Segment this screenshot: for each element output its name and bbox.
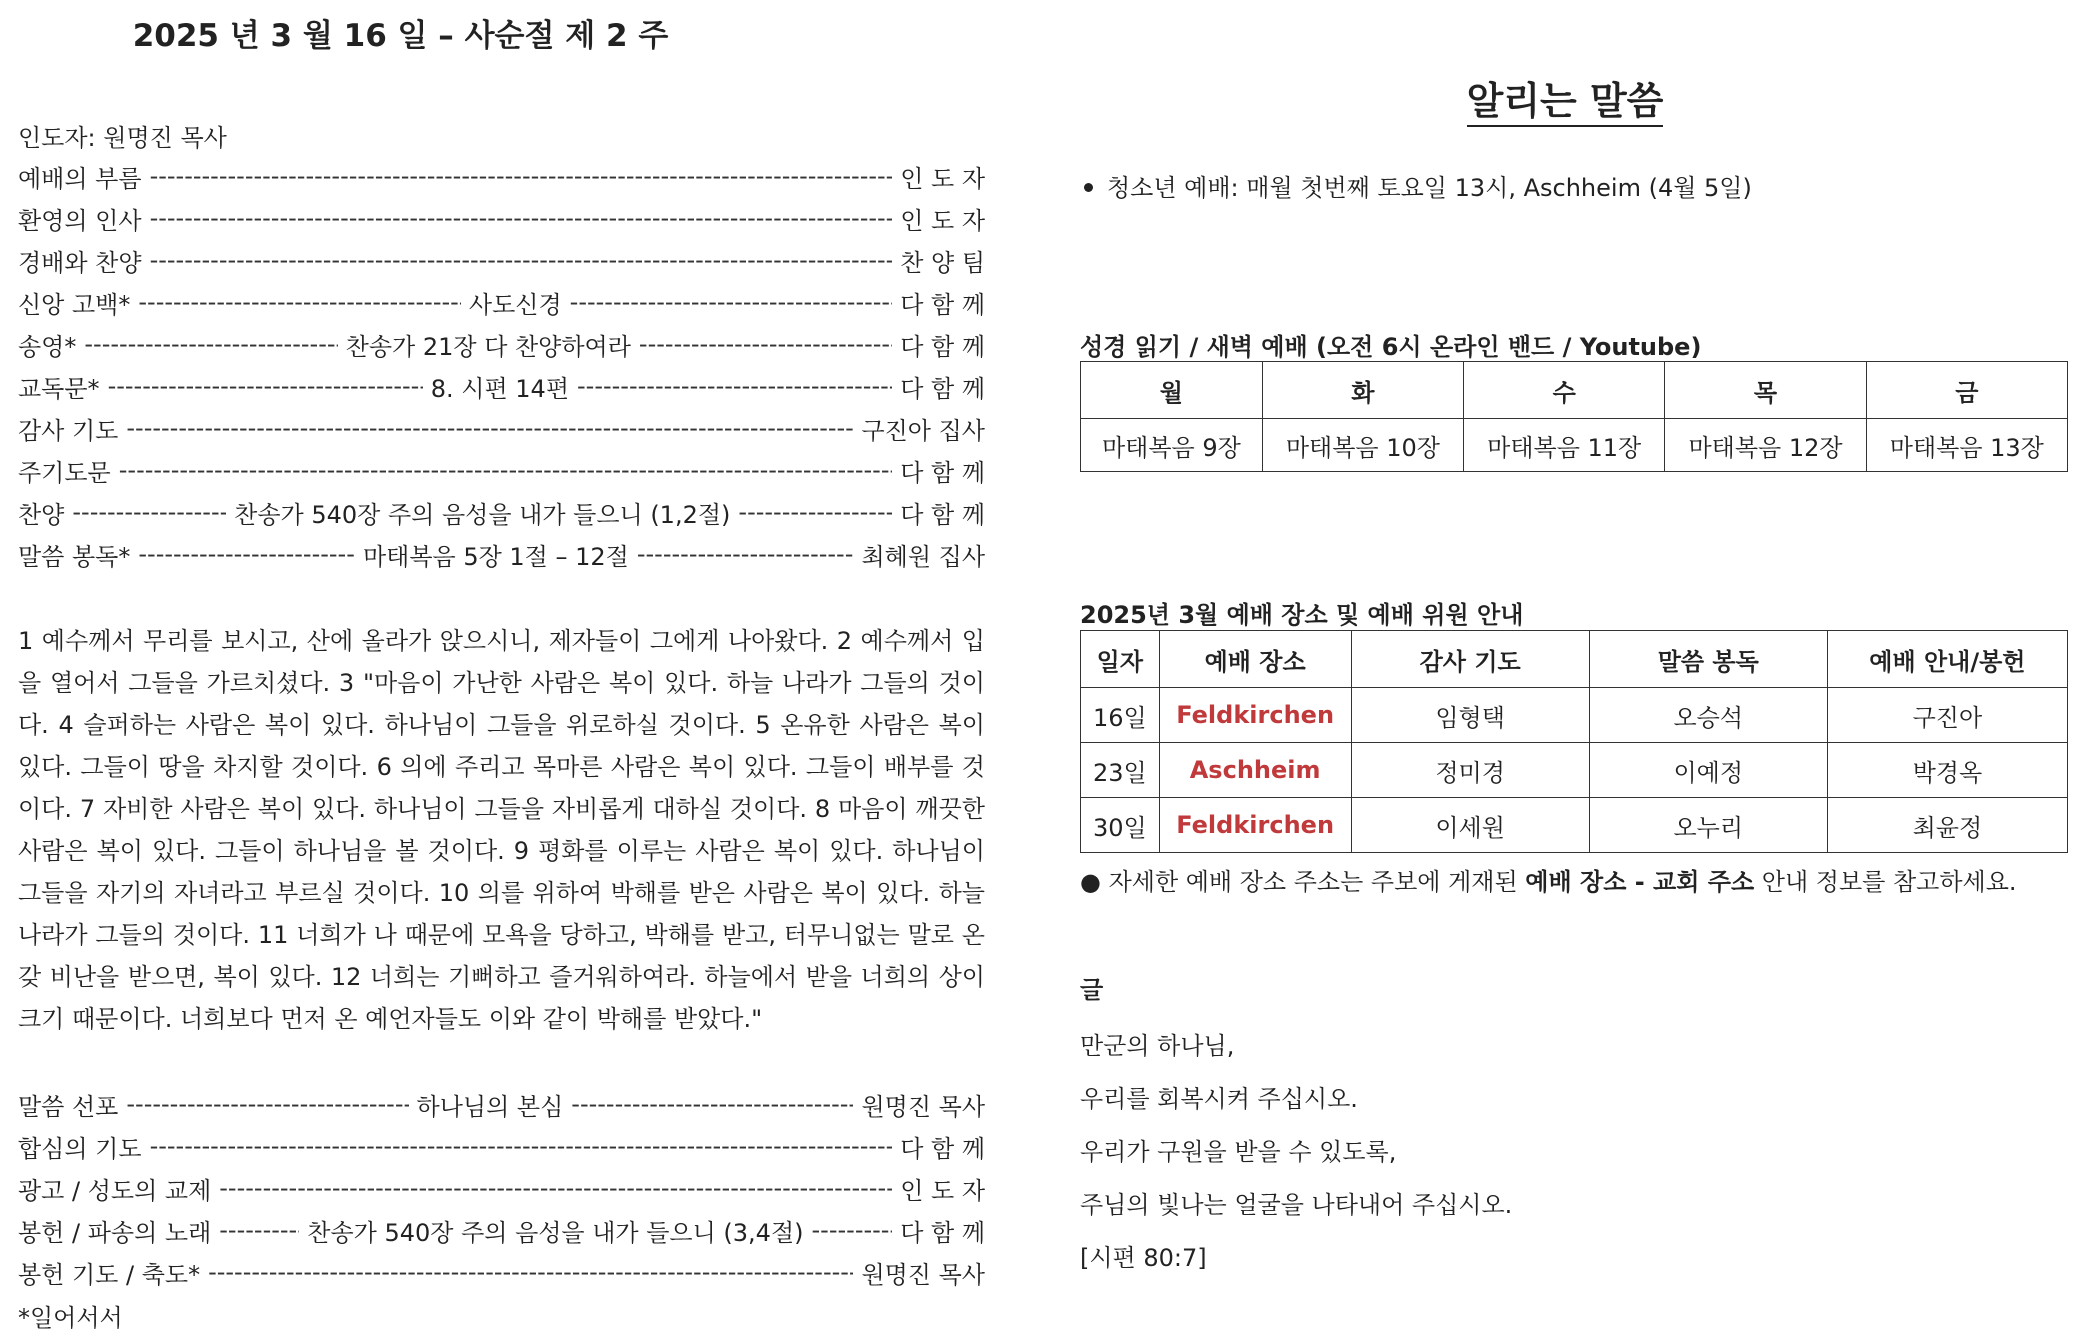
order-item [18,239,985,281]
dash-leader [812,1216,893,1244]
poem [1080,1020,1512,1285]
reading-day-header: 화 [1262,362,1463,419]
order-item-detail: 8. 시편 14편 [430,374,569,403]
order-item [18,155,985,197]
dash-leader [219,1174,892,1202]
reading-day-header: 금 [1866,362,2067,419]
order-item-leader: 다 함 께 [900,332,986,361]
poem-title: 글 [1080,976,1104,1004]
schedule-table [1080,630,2068,853]
order-item-name: 경배와 찬양 [18,248,142,277]
dash-leader [108,372,423,400]
schedule-cell: 이예정 [1589,743,1827,798]
order-item-leader: 구진아 집사 [861,416,985,445]
dash-leader [126,414,853,442]
dash-leader [138,540,355,568]
schedule-cell: 구진아 [1827,688,2067,743]
dash-leader [126,1090,408,1118]
youth-service-note: 청소년 예배: 매월 첫번째 토요일 13시, Aschheim (4월 5일) [1080,168,1752,203]
schedule-place: Aschheim [1159,743,1351,798]
dash-leader [72,498,226,526]
schedule-cell: 오누리 [1589,798,1827,853]
order-item-detail: 찬송가 540장 주의 음성을 내가 들으니 (1,2절) [234,500,731,529]
order-item [18,1167,985,1209]
order-item-name: 말씀 봉독* [18,542,131,571]
reading-cell: 마태복음 12장 [1665,419,1866,472]
order-of-worship-2 [18,1083,985,1293]
order-item-leader: 인 도 자 [900,1176,985,1205]
dash-leader [208,1258,853,1286]
schedule-cell: 정미경 [1351,743,1589,798]
dash-leader [150,204,893,232]
bullet-icon [1084,183,1093,192]
dash-leader [571,1090,853,1118]
dash-leader [577,372,892,400]
schedule-place: Feldkirchen [1159,688,1351,743]
order-item [18,197,985,239]
poem-line: 주님의 빛나는 얼굴을 나타내어 주십시오. [1080,1191,1513,1219]
order-item-leader: 인 도 자 [900,206,985,235]
order-item-name: 주기도문 [18,458,111,487]
standing-note: *일어서서 [18,1304,123,1332]
order-item-name: 봉헌 / 파송의 노래 [18,1218,212,1247]
scripture-text: 1 예수께서 무리를 보시고, 산에 올라가 앉으시니, 제자들이 그에게 나아왔다. 2 예수께서 입을 열어서 그들을 가르치셨다. 3 "마음이 가난한 사람은 복이 있다. 하늘 나라가 그들의 것이다. 4 슬퍼하는 사람은 복이 있다. 하나님이 그들을 위로하실 것이다. 5 온유한 사람은 복이 있다. 그들이 땅을 차지할 것이다. 6 의에 주리고 목마른 사람은 복이 있다. 그들이 배부를 것이다. 7 자비한 사람은 복이 있다. 하나님이 그들을 자비롭게 대하실 것이다. 8 마음이 깨끗한 사람은 복이 있다. 그들이 하나님을 볼 것이다. 9 평화를 이루는 사람은 복이 있다. 하나님이 그들을 자기의 자녀라고 부르실 것이다. 10 의를 위하여 박해를 받은 사람은 복이 있다. 하늘 나라가 그들의 것이다. 11 너희가 나 때문에 모욕을 당하고, 박해를 받고, 터무니없는 말로 온갖 비난을 받으면, 복이 있다. 12 너희는 기뻐하고 즐거워하여라. 하늘에서 받을 너희의 상이 크기 때문이다. 너희보다 먼저 온 예언자들도 이와 같이 박해를 받았다." [18,627,985,1033]
order-item [18,1251,985,1293]
dash-leader [570,288,893,316]
order-of-worship [18,155,985,575]
order-item-leader: 다 함 께 [900,500,985,529]
dash-leader [150,246,893,274]
dash-leader [738,498,892,526]
dash-leader [138,288,461,316]
reading-cell: 마태복음 9장 [1081,419,1263,472]
order-item [18,533,985,575]
dash-leader [639,330,892,358]
order-item-leader: 다 함 께 [900,1218,985,1247]
schedule-cell: 최윤정 [1827,798,2067,853]
order-item [18,1209,985,1251]
order-item-name: 찬양 [18,500,65,529]
order-item-leader: 인 도 자 [900,164,985,193]
dash-leader [219,1216,299,1244]
page-title: 2025 년 3 월 16 일 – 사순절 제 2 주 [132,18,669,54]
order-item [18,491,985,533]
schedule-cell: 이세원 [1351,798,1589,853]
reading-cell: 마태복음 10장 [1262,419,1463,472]
order-item-leader: 원명진 목사 [861,1260,985,1289]
order-item-name: 예배의 부름 [18,164,142,193]
address-note: ● 자세한 예배 장소 주소는 주보에 게재된 예배 장소 - 교회 주소 안내 정보를 참고하세요. [1080,868,2017,896]
order-item-leader: 최혜원 집사 [861,542,986,571]
poem-line: 만군의 하나님, [1080,1032,1235,1060]
order-item [18,407,985,449]
order-item-name: 교독문* [18,374,100,403]
schedule-cell: 임형택 [1351,688,1589,743]
schedule-row [1081,743,2068,798]
reading-table [1080,361,2068,472]
order-item-name: 말씀 선포 [18,1092,119,1121]
order-item-name: 환영의 인사 [18,206,142,235]
schedule-row [1081,688,2068,743]
schedule-title: 2025년 3월 예배 장소 및 예배 위원 안내 [1080,601,1524,629]
dash-leader [150,1132,893,1160]
schedule-header: 예배 안내/봉헌 [1827,631,2067,688]
poem-line: 우리를 회복시켜 주십시오. [1080,1085,1358,1113]
order-item [18,449,985,491]
reading-day-header: 월 [1081,362,1263,419]
order-item-leader: 찬 양 팀 [900,248,985,277]
order-item-leader: 다 함 께 [900,1134,985,1163]
schedule-header: 감사 기도 [1351,631,1589,688]
order-item-detail: 찬송가 21장 다 찬양하여라 [345,332,631,361]
order-item-detail: 찬송가 540장 주의 음성을 내가 들으니 (3,4절) [307,1218,804,1247]
schedule-header: 말씀 봉독 [1589,631,1827,688]
order-item-name: 감사 기도 [18,416,119,445]
order-item-detail: 사도신경 [468,290,562,319]
schedule-header: 일자 [1081,631,1160,688]
order-item-leader: 원명진 목사 [861,1092,986,1121]
order-item [18,1125,985,1167]
order-item-detail: 하나님의 본심 [416,1092,564,1121]
order-item-leader: 다 함 께 [900,458,985,487]
order-item-name: 광고 / 성도의 교제 [18,1176,212,1205]
order-item [18,1083,985,1125]
order-item [18,365,985,407]
order-item-name: 신앙 고백* [18,290,131,319]
reading-cell: 마태복음 11장 [1464,419,1665,472]
reading-day-header: 수 [1464,362,1665,419]
dash-leader [150,162,893,190]
reading-cell: 마태복음 13장 [1866,419,2067,472]
dash-leader [84,330,337,358]
reading-day-header: 목 [1665,362,1866,419]
order-item [18,323,985,365]
order-item-name: 송영* [18,332,77,361]
order-item-leader: 다 함 께 [900,290,985,319]
schedule-cell: 오승석 [1589,688,1827,743]
order-item-name: 합심의 기도 [18,1134,142,1163]
poem-line: 우리가 구원을 받을 수 있도록, [1080,1138,1397,1166]
order-item [18,281,985,323]
schedule-cell: 23일 [1081,743,1160,798]
schedule-place: Feldkirchen [1159,798,1351,853]
schedule-cell: 30일 [1081,798,1160,853]
reading-title: 성경 읽기 / 새벽 예배 (오전 6시 온라인 밴드 / Youtube) [1080,333,1702,361]
order-item-detail: 마태복음 5장 1절 – 12절 [362,542,629,571]
schedule-header: 예배 장소 [1159,631,1351,688]
schedule-cell: 박경옥 [1827,743,2067,798]
leader-line: 인도자: 원명진 목사 [18,124,227,152]
poem-line: [시편 80:7] [1080,1244,1207,1272]
order-item-name: 봉헌 기도 / 축도* [18,1260,201,1289]
dash-leader [637,540,854,568]
schedule-row [1081,798,2068,853]
order-item-leader: 다 함 께 [900,374,985,403]
schedule-cell: 16일 [1081,688,1160,743]
announcements-title: 알리는 말씀 [1080,70,2050,125]
dash-leader [119,456,892,484]
